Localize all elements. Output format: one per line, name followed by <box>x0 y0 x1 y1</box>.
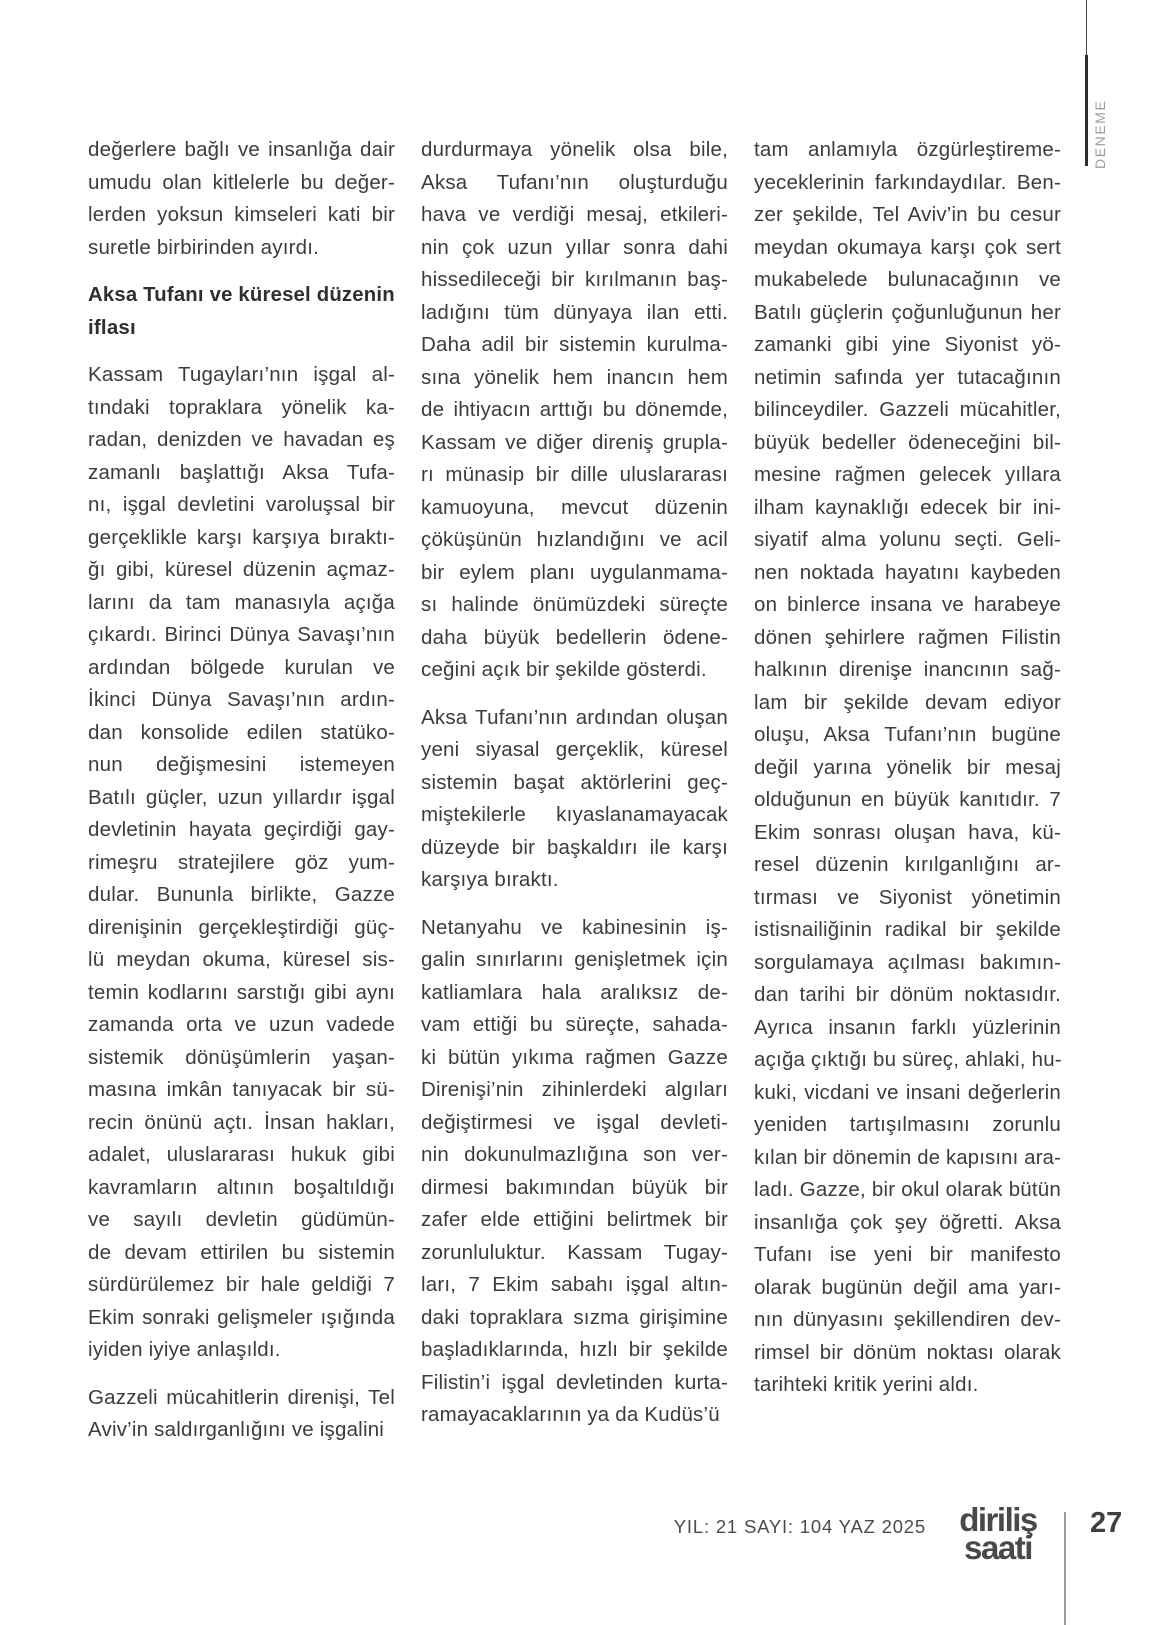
body-line: suretle birbirinden ayırdı. <box>88 235 320 259</box>
body-line: zorunluluktur. Kassam Tugay- <box>421 1240 728 1264</box>
logo-line-1: diriliş <box>959 1501 1037 1538</box>
body-line: mesine rağmen gelecek yıllara <box>754 463 1061 486</box>
body-line: Ekim sonrası oluşan hava, kü- <box>754 820 1061 844</box>
body-line: rı münasip bir dille uluslararası <box>421 463 728 486</box>
body-line: İkinci Dünya Savaşı’nın ardın- <box>88 688 395 711</box>
body-line: hissedileceği bir kırılmanın baş- <box>421 268 728 291</box>
section-label: DENEME <box>1092 99 1108 169</box>
body-line: Batılı güçlerin çoğunluğunun her <box>754 300 1061 324</box>
body-line: rimeşru stratejilere göz yum- <box>88 850 395 874</box>
body-line: Aviv’in saldırganlığını ve işgalini <box>88 1418 385 1441</box>
body-line: katliamlara hala aralıksız de- <box>421 980 728 1004</box>
body-line: Kassam ve diğer direniş grupla- <box>421 430 728 454</box>
body-line: daki topraklara sızma girişimine <box>421 1305 728 1329</box>
body-line: zamanlı başlattığı Aksa Tufa- <box>88 460 395 484</box>
body-line: nin dokunulmazlığına son ver- <box>421 1143 728 1166</box>
body-line: olduğunun en büyük kanıtıdır. 7 <box>754 788 1061 811</box>
body-line: radan, denizden ve havadan eş <box>88 428 395 451</box>
body-line: recin önünü açtı. İnsan hakları, <box>88 1110 395 1134</box>
body-line: de devam ettirilen bu sistemin <box>88 1240 395 1264</box>
article-paragraph <box>88 359 395 1367</box>
body-line: sistemik dönüşümlerin yaşan- <box>88 1045 395 1069</box>
body-line: dan tarihi bir dönüm noktasıdır. <box>754 983 1061 1006</box>
body-line: Aksa Tufanı’nın ardından oluşan <box>421 705 728 729</box>
body-line: büyük bedeller ödeneceğini bil- <box>754 430 1061 454</box>
body-line: bilinceydiler. Gazzeli mücahitler, <box>754 398 1061 421</box>
article-paragraph <box>421 702 728 897</box>
body-line: insanlığa çok şey öğretti. Aksa <box>754 1210 1061 1234</box>
body-line: ilham kaynaklığı edecek bir ini- <box>754 495 1061 519</box>
body-line: istisnailiğinin radikal bir şekilde <box>754 918 1061 941</box>
body-line: tındaki topraklara yönelik ka- <box>88 395 395 419</box>
body-line: tırması ve Siyonist yönetimin <box>754 885 1061 909</box>
body-line: zamanki gibi yine Siyonist yö- <box>754 333 1061 356</box>
body-line: tam anlamıyla özgürleştireme- <box>754 138 1061 161</box>
body-line: zafer elde ettiğini belirtmek bir <box>421 1208 728 1231</box>
body-line: sürdürülemez bir hale geldiği 7 <box>88 1273 395 1296</box>
body-line: açığa çıktığı bu süreç, ahlaki, hu- <box>754 1048 1062 1071</box>
body-line: lam bir şekilde devam ediyor <box>754 690 1061 714</box>
body-line: direnişinin gerçekleştirdiği güç- <box>88 915 395 939</box>
text-column-2 <box>421 134 728 1432</box>
footer-divider <box>1064 1512 1066 1625</box>
article-heading <box>88 279 395 344</box>
body-line: Ekim sonraki gelişmeler ışığında <box>88 1305 395 1329</box>
body-line: değerlere bağlı ve insanlığa dair <box>88 138 395 161</box>
body-line: ki bütün yıkıma rağmen Gazze <box>421 1045 728 1069</box>
magazine-logo <box>948 1501 1048 1567</box>
body-line: hava ve verdiği mesaj, etkileri- <box>421 203 728 226</box>
body-line: Direnişi’nin zihinlerdeki algıları <box>421 1078 728 1101</box>
body-line: temin kodlarını sarstığı gibi aynı <box>88 980 395 1004</box>
body-line: iyiden iyiye anlaşıldı. <box>88 1338 281 1361</box>
body-line: vam ettiği bu süreçte, sahada- <box>421 1013 728 1036</box>
article-paragraph <box>421 134 728 687</box>
body-line: mukabelede bulunacağının ve <box>754 268 1061 291</box>
body-line: nun değişmesini istemeyen <box>88 753 395 776</box>
issue-info: YIL: 21 SAYI: 104 YAZ 2025 <box>673 1516 926 1537</box>
body-line: siyatif alma yolunu seçti. Geli- <box>754 528 1061 551</box>
body-line: Filistin’i işgal devletinden kurta- <box>421 1370 728 1394</box>
body-line: miştekilerle kıyaslanamayacak <box>421 803 728 826</box>
body-line: daha büyük bedellerin ödene- <box>421 625 728 649</box>
text-column-3 <box>754 134 1061 1402</box>
body-line: ceğini açık bir şekilde gösterdi. <box>421 658 707 681</box>
body-line: yeni siyasal gerçeklik, küresel <box>421 738 728 761</box>
body-line: ğı gibi, küresel düzenin açmaz- <box>88 558 395 581</box>
body-line: Batılı güçler, uzun yıllardır işgal <box>88 785 395 809</box>
article-paragraph <box>754 134 1061 1402</box>
body-line: lü meydan okuma, küresel sis- <box>88 948 395 971</box>
body-line: kuki, vicdani ve insani değerlerin <box>754 1080 1061 1104</box>
body-line: ları, 7 Ekim sabahı işgal altın- <box>421 1273 728 1296</box>
body-line: rimsel bir dönüm noktası olarak <box>754 1340 1061 1364</box>
body-line: ardından bölgede kurulan ve <box>88 655 395 679</box>
body-line: değiştirmesi ve işgal devleti- <box>421 1110 728 1134</box>
body-line: değil yarına yönelik bir mesaj <box>754 755 1061 779</box>
body-line: bir eylem planı uygulanmama- <box>421 560 728 584</box>
body-line: sistemin başat aktörlerini geç- <box>421 770 728 794</box>
body-line: zamanda orta ve uzun vadede <box>88 1013 395 1036</box>
body-line: gerçeklikle karşı karşıya bıraktı- <box>88 525 395 549</box>
body-line: kılan bir dönemin de kapısını ara- <box>754 1145 1062 1169</box>
page-number: 27 <box>1090 1507 1123 1539</box>
body-line: umudu olan kitlelerle bu değer- <box>88 170 395 194</box>
body-line: ve sayılı devletin güdümün- <box>88 1208 395 1231</box>
body-line: lerden yoksun kimseleri kati bir <box>88 203 395 226</box>
body-line: oluşu, Aksa Tufanı’nın bugüne <box>754 723 1061 746</box>
body-line: de ihtiyacın arttığı bu dönemde, <box>421 398 728 421</box>
body-line: nın dünyasını şekillendiren dev- <box>754 1308 1061 1331</box>
body-line: dular. Bununla birlikte, Gazze <box>88 883 395 906</box>
article-paragraph <box>88 1382 395 1447</box>
heading-line: Aksa Tufanı ve küresel düzenin <box>88 283 395 306</box>
body-line: nı, işgal devletini varoluşsal bir <box>88 493 395 516</box>
body-line: meydan okumaya karşı çok sert <box>754 235 1061 259</box>
body-line: Netanyahu ve kabinesinin iş- <box>421 915 728 939</box>
right-edge-rule-thin <box>1086 0 1087 55</box>
body-line: çıkardı. Birinci Dünya Savaşı’nın <box>88 623 395 646</box>
body-line: düzeyde bir başkaldırı ile karşı <box>421 835 728 859</box>
right-edge-rule-thick <box>1085 55 1088 166</box>
body-line: masına imkân tanıyacak bir sü- <box>88 1078 395 1101</box>
body-line: Aksa Tufanı’nın oluşturduğu <box>421 170 728 194</box>
body-line: adalet, uluslararası hukuk gibi <box>88 1143 395 1166</box>
body-line: kamuoyuna, mevcut düzenin <box>421 495 728 519</box>
body-line: dan konsolide edilen statüko- <box>88 720 395 744</box>
body-line: Tufanı ise yeni bir manifesto <box>754 1243 1061 1266</box>
body-line: olarak bugünün değil ama yarı- <box>754 1275 1061 1299</box>
body-line: larını da tam manasıyla açığa <box>88 590 395 614</box>
body-line: ladığını tüm dünyaya ilan etti. <box>421 300 728 324</box>
text-column-1 <box>88 134 395 1447</box>
body-line: Gazzeli mücahitlerin direnişi, Tel <box>88 1385 395 1409</box>
logo-line-2: saati <box>964 1529 1032 1567</box>
body-line: Ayrıca insanın farklı yüzlerinin <box>754 1015 1061 1039</box>
body-line: yeceklerinin farkındaydılar. Ben- <box>754 170 1061 194</box>
body-line: on binlerce insana ve harabeye <box>754 593 1061 616</box>
body-line: sına yönelik hem inancın hem <box>421 365 728 389</box>
body-line: nen noktada hayatını kaybeden <box>754 560 1061 584</box>
body-line: ladı. Gazze, bir okul olarak bütün <box>754 1178 1061 1201</box>
body-line: zer şekilde, Tel Aviv’in bu cesur <box>754 203 1061 226</box>
body-line: tarihteki kritik yerini aldı. <box>754 1373 979 1396</box>
body-line: netimin safında yer tutacağının <box>754 365 1061 389</box>
body-line: resel düzenin kırılganlığını ar- <box>754 853 1061 876</box>
body-line: çöküşünün hızlandığını ve acil <box>421 528 728 551</box>
body-line: devletinin hayata geçirdiği gay- <box>88 818 395 841</box>
body-line: nin çok uzun yıllar sonra dahi <box>421 235 728 259</box>
body-line: durdurmaya yönelik olsa bile, <box>421 138 728 161</box>
body-line: dönen şehirlere rağmen Filistin <box>754 625 1061 649</box>
body-line: kavramların altının boşaltıldığı <box>88 1175 395 1199</box>
body-line: karşıya bıraktı. <box>421 868 559 891</box>
body-line: Kassam Tugayları’nın işgal al- <box>88 363 395 386</box>
body-line: sı halinde önümüzdeki süreçte <box>421 593 728 616</box>
article-paragraph <box>421 912 728 1432</box>
body-line: halkının direnişe inancının sağ- <box>754 658 1061 681</box>
body-line: ramayacaklarının ya da Kudüs’ü <box>421 1403 720 1426</box>
body-line: Daha adil bir sistemin kurulma- <box>421 333 728 356</box>
body-line: galin sınırlarını genişletmek için <box>421 948 728 971</box>
body-line: sorgulamaya açılması bakımın- <box>754 950 1061 974</box>
body-line: yeniden tartışılmasını zorunlu <box>754 1113 1061 1136</box>
body-line: başladıklarında, hızlı bir şekilde <box>421 1338 728 1361</box>
body-line: dirmesi bakımından büyük bir <box>421 1175 728 1199</box>
article-paragraph <box>88 134 395 264</box>
heading-line: iflası <box>88 315 136 339</box>
